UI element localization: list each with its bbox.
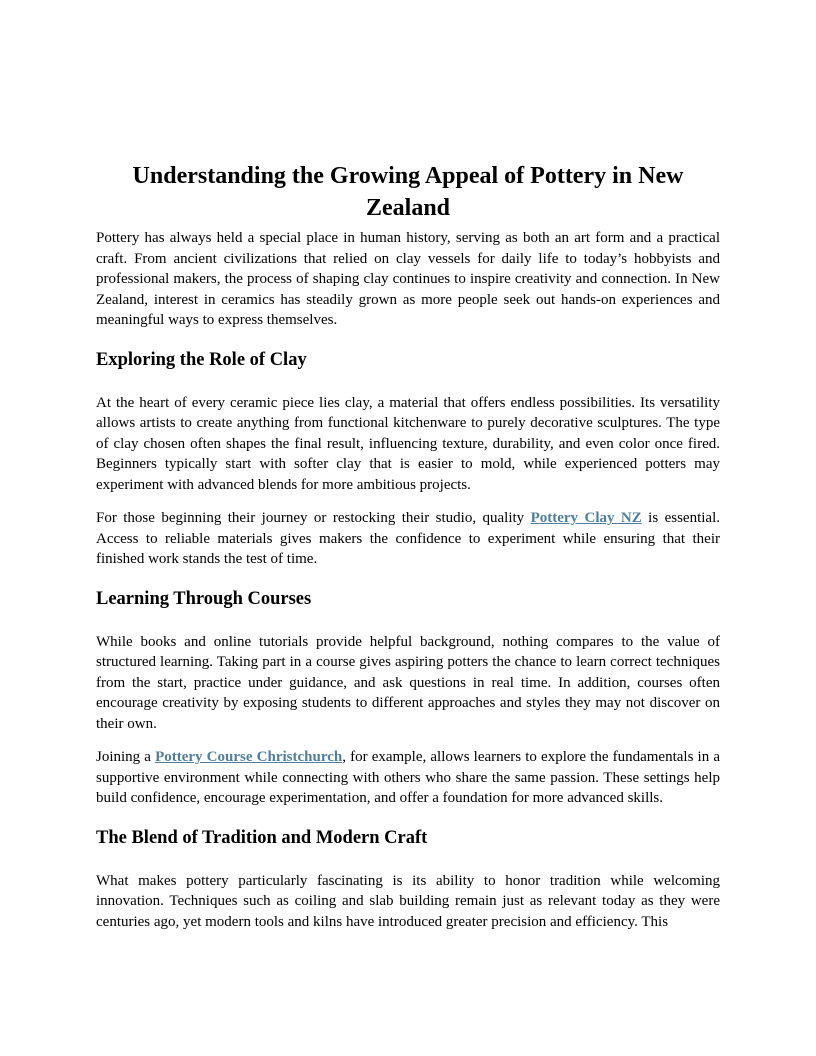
- page-title: Understanding the Growing Appeal of Pottery in New Zealand: [132, 163, 684, 221]
- clay-paragraph-2: [96, 508, 720, 570]
- section-heading-clay: Exploring the Role of Clay: [96, 349, 307, 370]
- clay-paragraph-1: At the heart of every ceramic piece lies clay, a material that offers endless possibilities. Its versatility allows artists to create anything from functional kitchenware to purely decorative sculptures. The type of clay chosen often shapes the final result, influencing texture, durability, and even color once fired. Beginners typically start with softer clay that is easier to mold, while experienced potters may experiment with advanced blends for more ambitious projects.: [96, 394, 720, 493]
- courses-paragraph-2: [96, 747, 720, 809]
- document-page: [96, 160, 720, 932]
- section-heading-courses: Learning Through Courses: [96, 588, 312, 609]
- pottery-course-christchurch-link[interactable]: Pottery Course Christchurch: [155, 749, 343, 765]
- courses-paragraph-2-text-after: , for example, allows learners to explore the fundamentals in a supportive environment while connecting with others who share the same passion. These settings help build confidence, encourage experimentation, and offer a foundation for more advanced skills.: [96, 749, 720, 806]
- clay-paragraph-2-text-after: is essential. Access to reliable materials gives makers the confidence to experiment while ensuring that their finished work stands the test of time.: [96, 510, 721, 567]
- pottery-clay-nz-link[interactable]: Pottery Clay NZ: [530, 510, 642, 526]
- section-heading-tradition: The Blend of Tradition and Modern Craft: [96, 827, 428, 848]
- intro-paragraph: Pottery has always held a special place in human history, serving as both an art form and a practical craft. From ancient civilizations that relied on clay vessels for daily life to today’s hobbyists and professional makers, the process of shaping clay continues to inspire creativity and connection. In New Zealand, interest in ceramics has steadily grown as more people seek out hands-on experiences and meaningful ways to express themselves.: [96, 230, 720, 328]
- tradition-paragraph-1: What makes pottery particularly fascinating is its ability to honor tradition while welcoming innovation. Techniques such as coiling and slab building remain just as relevant today as they were centuries ago, yet modern tools and kilns have introduced greater precision and efficiency. This: [96, 872, 720, 930]
- clay-paragraph-2-text-before: For those beginning their journey or restocking their studio, quality: [96, 510, 531, 526]
- courses-paragraph-1: While books and online tutorials provide helpful background, nothing compares to the value of structured learning. Taking part in a course gives aspiring potters the chance to learn correct techniques from the start, practice under guidance, and ask questions in real time. In addition, courses often encourage creativity by exposing students to different approaches and styles they may not discover on their own.: [96, 633, 720, 732]
- courses-paragraph-2-text-before: Joining a: [96, 749, 156, 765]
